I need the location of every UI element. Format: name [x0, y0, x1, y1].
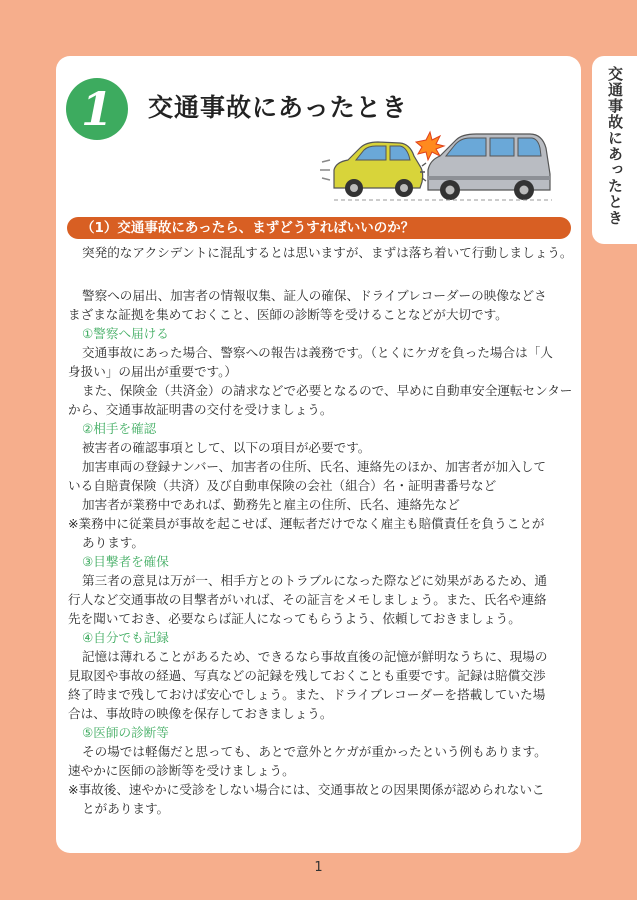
- subheading-doctor: ⑤医師の診断等: [82, 725, 169, 740]
- body-line: 被害者の確認事項として、以下の項目が必要です。: [82, 440, 371, 455]
- body-line: 加害者が業務中であれば、勤務先と雇主の住所、氏名、連絡先など: [82, 497, 460, 512]
- note-line: ※業務中に従業員が事故を起こせば、運転者だけでなく雇主も賠償責任を負うことが: [68, 516, 545, 531]
- subheading-witness: ③目撃者を確保: [82, 554, 169, 569]
- chapter-number: 1: [80, 82, 113, 136]
- subheading-record: ④自分でも記録: [82, 630, 169, 645]
- section-heading-bar: [67, 217, 571, 239]
- side-tab[interactable]: [592, 56, 637, 244]
- page-number: 1: [314, 860, 323, 875]
- body-line: 先を聞いておき、必要ならば証人になってもらうよう、依頼しておきましょう。: [68, 611, 521, 626]
- body-line: 第三者の意見は万が一、相手方とのトラブルになった際などに効果があるため、通: [82, 573, 547, 588]
- chapter-badge: [66, 78, 128, 140]
- section-heading: （1）交通事故にあったら、まずどうすればいいのか？: [81, 220, 415, 236]
- note-line: とがあります。: [82, 801, 170, 816]
- subheading-police: ①警察へ届ける: [82, 326, 169, 341]
- body-line: いる自賠責保険（共済）及び自動車保険の会社（組合）名・証明書番号など: [68, 478, 497, 493]
- body-line: 身扱い」の届出が重要です。）: [68, 364, 238, 379]
- body-line: 加害車両の登録ナンバー、加害者の住所、氏名、連絡先のほか、加害者が加入して: [82, 459, 546, 474]
- car-collision-illustration: [316, 126, 556, 204]
- body-line: また、保険金（共済金）の請求などで必要となるので、早めに自動車安全運転センター: [82, 383, 573, 398]
- intro-line: 突発的なアクシデントに混乱するとは思いますが、まずは落ち着いて行動しましょう。: [82, 245, 573, 260]
- body-line: から、交通事故証明書の交付を受けましょう。: [68, 402, 333, 417]
- body-line: 行人など交通事故の目撃者がいれば、その証言をメモしましょう。また、氏名や連絡: [68, 592, 547, 607]
- side-tab-label: 交通事故にあったとき: [606, 66, 624, 226]
- page-title: 交通事故にあったとき: [148, 93, 408, 122]
- body-line: 合は、事故時の映像を保存しておきましょう。: [68, 706, 333, 721]
- body-line: 交通事故にあった場合、警察への報告は義務です。（とくにケガを負った場合は「人: [82, 345, 553, 360]
- body-line: 記憶は薄れることがあるため、できるなら事故直後の記憶が鮮明なうちに、現場の: [82, 649, 548, 664]
- subheading-confirm-party: ②相手を確認: [82, 421, 157, 436]
- body-line: その場では軽傷だと思っても、あとで意外とケガが重かったという例もあります。: [82, 744, 547, 759]
- intro-line: 警察への届出、加害者の情報収集、証人の確保、ドライブレコーダーの映像などさ: [82, 288, 547, 303]
- intro-line: まざまな証拠を集めておくこと、医師の診断等を受けることなどが大切です。: [68, 307, 508, 322]
- body-line: 終了時まで残しておけば安心でしょう。また、ドライブレコーダーを搭載していた場: [68, 687, 546, 702]
- note-line: ※事故後、速やかに受診をしない場合には、交通事故との因果関係が認められないこ: [68, 782, 545, 797]
- note-line: あります。: [82, 535, 144, 550]
- body-line: 見取図や事故の経過、写真などの記録を残しておくことも重要です。記録は賠償交渉: [68, 668, 546, 683]
- body-line: 速やかに医師の診断等を受けましょう。: [68, 763, 295, 778]
